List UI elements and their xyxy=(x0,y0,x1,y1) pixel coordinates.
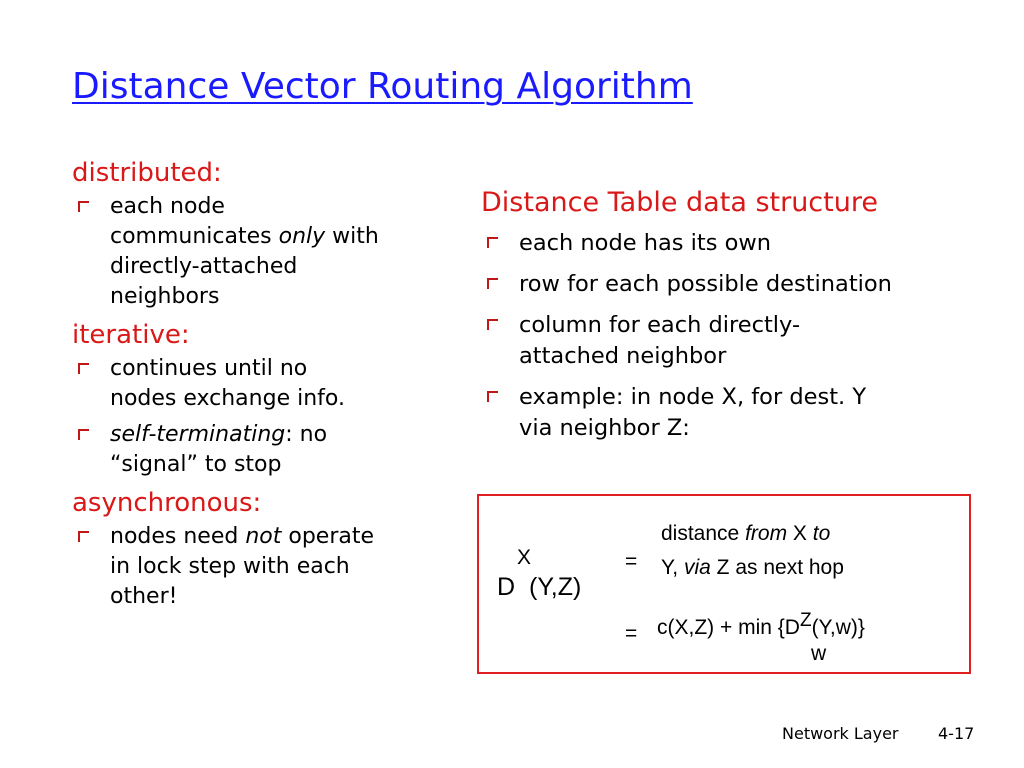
list-item xyxy=(481,269,981,300)
text-line: “signal” to stop xyxy=(110,452,282,477)
text-fragment: (Y,w)} xyxy=(811,616,865,639)
heading-distance-table: Distance Table data structure xyxy=(481,187,878,218)
formula-box xyxy=(477,494,971,674)
text-fragment: X xyxy=(787,522,813,545)
bullet-icon xyxy=(78,531,89,542)
text-line xyxy=(110,522,442,552)
heading-distributed: distributed: xyxy=(72,158,222,188)
formula-subscript-w: w xyxy=(811,642,827,665)
text-fragment: communicates xyxy=(110,224,279,249)
list-item xyxy=(72,522,442,612)
heading-iterative: iterative: xyxy=(72,320,190,350)
text-fragment: with xyxy=(325,224,379,249)
heading-asynchronous: asynchronous: xyxy=(72,488,262,518)
list-item xyxy=(72,192,442,312)
formula-superscript-z: Z xyxy=(799,610,812,631)
emphasis-from: from xyxy=(745,522,788,545)
list-item xyxy=(481,228,981,259)
text-line: example: in node X, for dest. Y xyxy=(519,384,867,410)
text-line: each node xyxy=(110,194,225,219)
left-column xyxy=(72,156,442,618)
text-line: neighbors xyxy=(110,284,220,309)
formula-superscript-x: X xyxy=(517,546,532,569)
formula-expression xyxy=(657,610,865,640)
bullet-icon xyxy=(78,429,89,440)
text-line xyxy=(110,222,442,252)
emphasis-only: only xyxy=(278,224,326,249)
bullet-icon xyxy=(487,319,498,330)
formula-description-line-1 xyxy=(661,522,830,546)
text-line: column for each directly- xyxy=(519,312,801,338)
bullet-icon xyxy=(487,237,498,248)
formula-d: D xyxy=(497,573,516,601)
text-fragment: c(X,Z) + min {D xyxy=(657,616,800,639)
list-item xyxy=(481,382,981,444)
text-line: other! xyxy=(110,584,178,609)
text-line: directly-attached xyxy=(110,254,298,279)
iterative-list xyxy=(72,354,442,480)
text-line xyxy=(110,420,442,450)
text-line: nodes exchange info. xyxy=(110,386,345,411)
text-line: row for each possible destination xyxy=(519,271,892,297)
bullet-icon xyxy=(78,201,89,212)
bullet-icon xyxy=(78,363,89,374)
formula-yz: (Y,Z) xyxy=(529,573,582,601)
text-fragment: distance xyxy=(661,522,746,545)
emphasis-via: via xyxy=(683,556,711,579)
right-column xyxy=(481,186,981,454)
emphasis-to: to xyxy=(812,522,831,545)
footer-label: Network Layer xyxy=(782,724,899,743)
text-line: each node has its own xyxy=(519,230,772,256)
emphasis-self-terminating: self-terminating xyxy=(110,422,286,447)
list-item xyxy=(72,354,442,414)
distance-table-list xyxy=(481,228,981,444)
text-fragment: Y, xyxy=(661,556,684,579)
bullet-icon xyxy=(487,278,498,289)
text-line: attached neighbor xyxy=(519,343,727,369)
formula-description-line-2 xyxy=(661,556,844,580)
text-fragment: nodes need xyxy=(110,524,246,549)
text-fragment: : no xyxy=(285,422,328,447)
asynchronous-list xyxy=(72,522,442,612)
bullet-icon xyxy=(487,391,498,402)
list-item xyxy=(72,420,442,480)
formula-equals-2: = xyxy=(625,622,638,645)
text-line: continues until no xyxy=(110,356,308,381)
emphasis-not: not xyxy=(245,524,282,549)
list-item xyxy=(481,310,981,372)
footer-page-number: 4-17 xyxy=(938,724,975,743)
text-line: in lock step with each xyxy=(110,554,350,579)
slide-title: Distance Vector Routing Algorithm xyxy=(72,66,693,107)
text-line: via neighbor Z: xyxy=(519,415,690,441)
distributed-list xyxy=(72,192,442,312)
text-fragment: operate xyxy=(281,524,375,549)
formula-equals-1: = xyxy=(625,550,638,573)
text-fragment: Z as next hop xyxy=(710,556,844,579)
